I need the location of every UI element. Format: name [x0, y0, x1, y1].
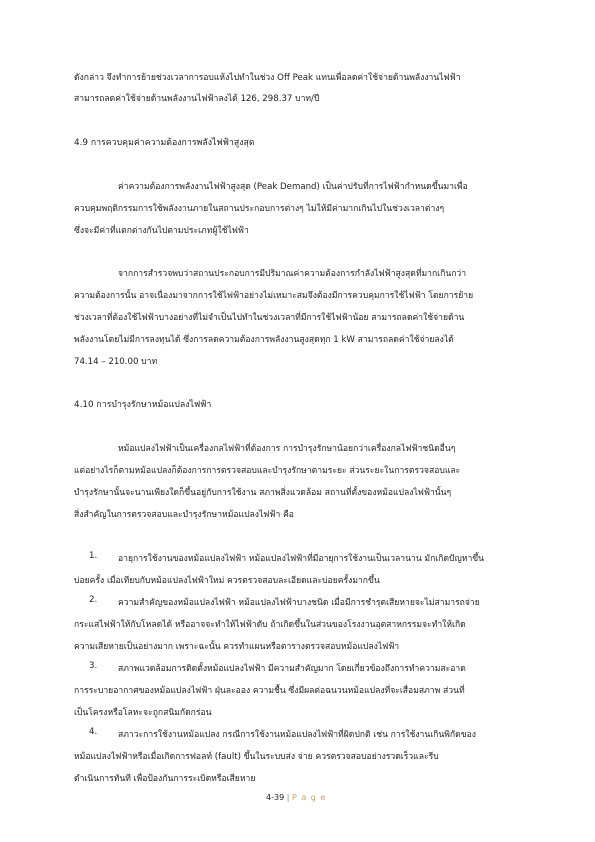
list-item-line: ความเสียหายเป็นอย่างมาก เพราะฉะนั้น ควรทำแผนหรือตารางตรวจสอบหม้อแปลงไฟฟ้า — [74, 642, 400, 652]
section-heading-4-10: 4.10 การบำรุงรักษาหม้อแปลงไฟฟ้า — [74, 400, 212, 410]
paragraph-line: 74.14 – 210.00 บาท — [74, 357, 158, 367]
list-item-number: 1. — [89, 551, 98, 561]
page-footer — [266, 793, 326, 802]
paragraph-line: ซึ่งจะมีค่าที่แตกต่างกันไปตามประเภทผู้ใช้ไฟฟ้า — [74, 226, 249, 236]
list-item-line: ความสำคัญของหม้อแปลงไฟฟ้า หม้อแปลงไฟฟ้าบางชนิด เมื่อมีการชำรุดเสียหายจะไม่สามารถจ่าย — [118, 598, 480, 608]
paragraph-line: ความต้องการนั้น อาจเนื่องมาจากการใช้ไฟฟ้าอย่างไม่เหมาะสมจึงต้องมีการควบคุมการใช้ไฟฟ้า โดยการย้าย — [74, 291, 474, 301]
paragraph-line: ควบคุมพฤติกรรมการใช้พลังงานภายในสถานประกอบการต่างๆ ไม่ให้มีค่ามากเกินไปในช่วงเวลาต่างๆ — [74, 204, 445, 214]
page-label: P a g e — [291, 793, 327, 802]
list-item-line: การระบายอากาศของหม้อแปลงไฟฟ้า ฝุ่นละออง ความชื้น ซึ่งมีผลต่อฉนวนหม้อแปลงที่จะเสื่อมสภาพ ส่วนที่ — [74, 686, 465, 696]
list-item-line: สภาวะการใช้งานหม้อแปลง กรณีการใช้งานหม้อแปลงไฟฟ้าที่ผิดปกติ เช่น การใช้งานเกินพิกัดของ — [118, 730, 476, 740]
paragraph-line: หม้อแปลงไฟฟ้าเป็นเครื่องกลไฟฟ้าที่ต้องการ การบำรุงรักษาน้อยกว่าเครื่องกลไฟฟ้าชนิดอื่นๆ — [118, 444, 456, 454]
paragraph-line: สิ่งสำคัญในการตรวจสอบและบำรุงรักษาหม้อแปลงไฟฟ้า คือ — [74, 510, 294, 520]
list-item-line: ดำเนินการทันที เพื่อป้องกันการระเบิดหรือเสียหาย — [74, 774, 256, 784]
paragraph-line: แต่อย่างไรก็ตามหม้อแปลงก็ต้องการการตรวจสอบและบำรุงรักษาตามระยะ ส่วนระยะในการตรวจสอบและ — [74, 466, 461, 476]
paragraph-line: พลังงานโดยไม่มีการลงทุนได้ ซึ่งการลดความต้องการพลังงานสูงสุดทุก 1 kW สามารถลดค่าใช้จ่ายลงได้ — [74, 335, 454, 345]
list-item-line: อายุการใช้งานของหม้อแปลงไฟฟ้า หม้อแปลงไฟฟ้าที่มีอายุการใช้งานเป็นเวลานาน มักเกิดปัญหาขึ้น — [118, 554, 485, 564]
paragraph-line: ดังกล่าว จึงทำการย้ายช่วงเวลาการอบแห้งไปทำในช่วง Off Peak แทนเพื่อลดค่าใช้จ่ายด้านพลังงานไฟฟ้า — [74, 73, 461, 83]
list-item-number: 3. — [89, 661, 98, 671]
footer-separator: | — [286, 793, 290, 802]
list-item-line: เป็นโครงหรือโลหะจะถูกสนิมกัดกร่อน — [74, 708, 212, 718]
paragraph-line: สามารถลดค่าใช้จ่ายด้านพลังงานไฟฟ้าลงได้ 126, 298.37 บาท/ปี — [74, 94, 320, 104]
list-item-line: กระแสไฟฟ้าให้กับโหลดได้ หรืออาจจะทำให้ไฟฟ้าดับ ถ้าเกิดขึ้นในส่วนของโรงงานอุตสาหกรรมจะทำให้เกิด — [74, 620, 466, 630]
paragraph-line: บำรุงรักษานั้นจะนานเพียงใดก็ขึ้นอยู่กับการใช้งาน สภาพสิ่งแวดล้อม สถานที่ตั้งของหม้อแปลงไฟฟ้านั้นๆ — [74, 488, 452, 498]
page-number: 4-39 — [266, 793, 285, 802]
list-item-line: สภาพแวดล้อมการติดตั้งหม้อแปลงไฟฟ้า มีความสำคัญมาก โดยเกี่ยวข้องถึงการทำความสะอาด — [118, 664, 466, 674]
list-item-line: บ่อยครั้ง เมื่อเทียบกับหม้อแปลงไฟฟ้าใหม่ ควรตรวจสอบละเอียดและบ่อยครั้งมากขึ้น — [74, 576, 380, 586]
paragraph-line: ค่าความต้องการพลังงานไฟฟ้าสูงสุด (Peak Demand) เป็นค่าปรับที่การไฟฟ้ากำหนดขึ้นมาเพื่อ — [118, 182, 468, 192]
section-heading-4-9: 4.9 การควบคุมค่าความต้องการพลังไฟฟ้าสูงสุด — [74, 138, 255, 148]
paragraph-line: จากการสำรวจพบว่าสถานประกอบการมีปริมาณค่าความต้องการกำลังไฟฟ้าสูงสุดที่มากเกินกว่า — [118, 269, 467, 279]
list-item-line: หม้อแปลงไฟฟ้าหรือเมื่อเกิดการฟอลท์ (fault) ขึ้นในระบบส่ง จ่าย ควรตรวจสอบอย่างรวดเร็วและรีบ — [74, 752, 439, 762]
paragraph-line: ช่วงเวลาที่ต้องใช้ไฟฟ้าบางอย่างที่ไม่จำเป็นไปทำในช่วงเวลาที่มีการใช้ไฟฟ้าน้อย สามารถลดค่าใช้จ่ายด้าน — [74, 313, 465, 323]
list-item-number: 4. — [89, 727, 98, 737]
list-item-number: 2. — [89, 595, 98, 605]
